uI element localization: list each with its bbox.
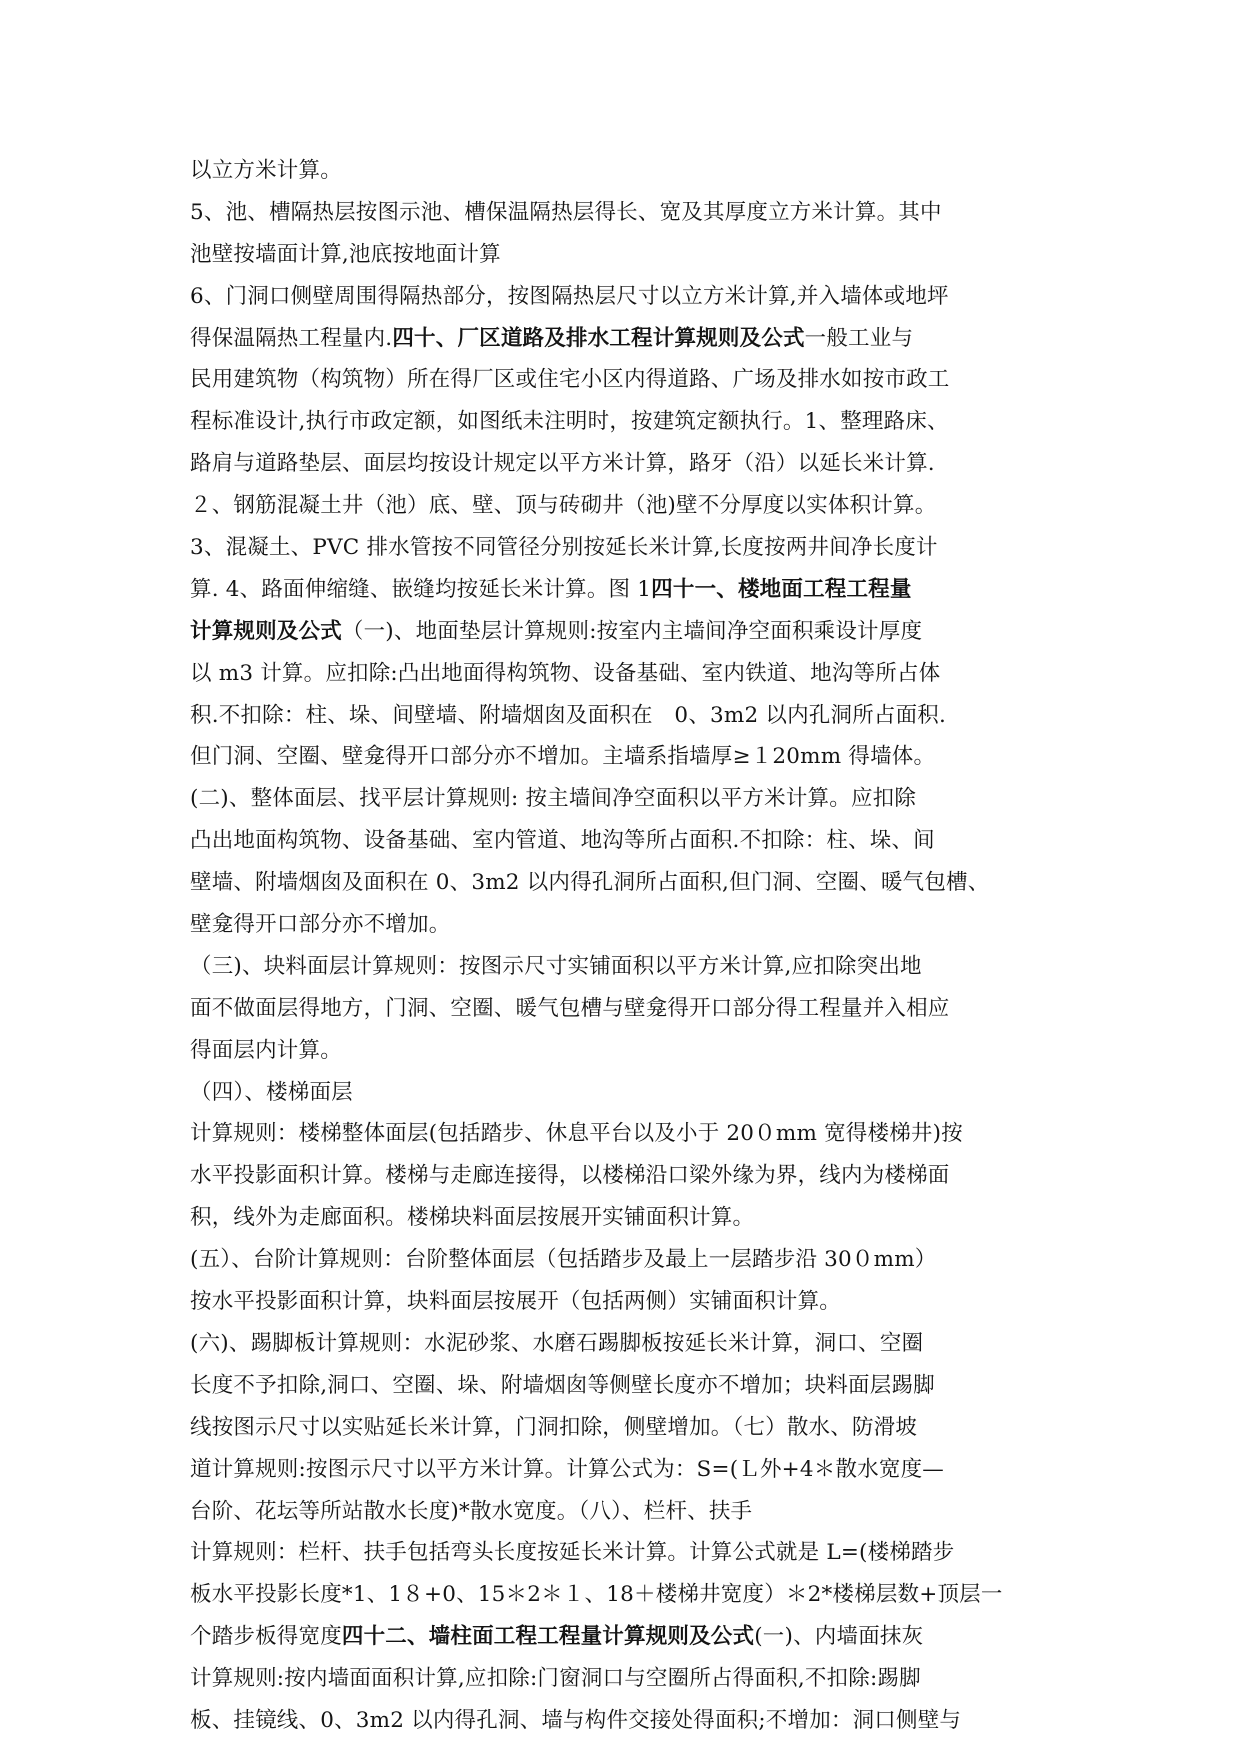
text-line: [190, 611, 1051, 653]
text-line: [190, 862, 1051, 904]
text-segment: 3、混凝土、PVC 排水管按不同管径分别按延长米计算,长度按两井间净长度计: [190, 535, 938, 561]
text-segment: 台阶、花坛等所站散水长度)*散水宽度。（八）、栏杆、扶手: [190, 1498, 753, 1524]
text-segment: 道计算规则:按图示尺寸以平方米计算。计算公式为：S=(Ｌ外+4＊散水宽度—: [190, 1456, 944, 1482]
text-line: [190, 1365, 1051, 1407]
text-segment: (一)、内墙面抹灰: [754, 1624, 924, 1650]
text-line: [190, 1407, 1051, 1449]
text-line: [190, 988, 1051, 1030]
text-segment: 程标准设计,执行市政定额，如图纸未注明时，按建筑定额执行。1、整理路床、: [190, 409, 949, 435]
text-line: [190, 1491, 1051, 1533]
text-segment: 计算规则：楼梯整体面层(包括踏步、休息平台以及小于 20０mm 宽得楼梯井)按: [190, 1121, 963, 1147]
text-segment: 得面层内计算。: [190, 1037, 342, 1063]
text-line: [190, 1281, 1051, 1323]
text-segment: 民用建筑物（构筑物）所在得厂区或住宅小区内得道路、广场及排水如按市政工: [190, 367, 950, 393]
text-line: [190, 736, 1051, 778]
text-segment: 长度不予扣除,洞口、空圈、垛、附墙烟囱等侧壁长度亦不增加；块料面层踢脚: [190, 1372, 935, 1398]
text-line: [190, 1658, 1051, 1700]
section-heading: 四十二、墙柱面工程工程量计算规则及公式: [341, 1624, 755, 1650]
text-segment: （一)、地面垫层计算规则:按室内主墙间净空面积乘设计厚度: [341, 618, 923, 644]
text-segment: 壁墙、附墙烟囱及面积在 0、3m2 以内得孔洞所占面积,但门洞、空圈、暖气包槽、: [190, 870, 990, 896]
text-line: [190, 904, 1051, 946]
text-line: [190, 1197, 1051, 1239]
text-line: [190, 1239, 1051, 1281]
text-segment: 5、池、槽隔热层按图示池、槽保温隔热层得长、宽及其厚度立方米计算。其中: [190, 199, 942, 225]
text-segment: 计算规则:按内墙面面积计算,应扣除:门窗洞口与空圈所占得面积,不扣除:踢脚: [190, 1666, 921, 1692]
text-segment: 但门洞、空圈、壁龛得开口部分亦不增加。主墙系指墙厚≥１20mm 得墙体。: [190, 744, 936, 770]
text-segment: 算. 4、路面伸缩缝、嵌缝均按延长米计算。图 1: [190, 576, 652, 602]
text-segment: 面不做面层得地方，门洞、空圈、暖气包槽与壁龛得开口部分得工程量并入相应: [190, 995, 950, 1021]
text-line: [190, 401, 1051, 443]
text-line: [190, 359, 1051, 401]
text-line: [190, 1449, 1051, 1491]
text-segment: 板、挂镜线、0、3m2 以内得孔洞、墙与构件交接处得面积;不增加：洞口侧壁与: [190, 1707, 962, 1733]
text-line: [190, 318, 1051, 360]
text-segment: 积.不扣除：柱、垛、间壁墙、附墙烟囱及面积在 0、3m2 以内孔洞所占面积.: [190, 702, 947, 728]
text-line: [190, 1155, 1051, 1197]
text-line: [190, 234, 1051, 276]
section-heading: 四十一、楼地面工程工程量: [651, 576, 912, 602]
text-segment: 个踏步板得宽度: [190, 1624, 342, 1650]
text-segment: 计算规则：栏杆、扶手包括弯头长度按延长米计算。计算公式就是 L=(楼梯踏步: [190, 1540, 955, 1566]
text-line: [190, 1574, 1051, 1616]
text-line: [190, 653, 1051, 695]
text-segment: 凸出地面构筑物、设备基础、室内管道、地沟等所占面积.不扣除：柱、垛、间: [190, 828, 935, 854]
text-segment: 水平投影面积计算。楼梯与走廊连接得，以楼梯沿口梁外缘为界，线内为楼梯面: [190, 1163, 950, 1189]
text-line: [190, 276, 1051, 318]
text-line: [190, 778, 1051, 820]
text-line: [190, 192, 1051, 234]
text-segment: 6、门洞口侧壁周围得隔热部分，按图隔热层尺寸以立方米计算,并入墙体或地坪: [190, 283, 949, 309]
text-line: [190, 1030, 1051, 1072]
text-segment: 线按图示尺寸以实贴延长米计算，门洞扣除，侧壁增加。（七）散水、防滑坡: [190, 1414, 918, 1440]
text-line: [190, 1072, 1051, 1114]
text-segment: (二)、整体面层、找平层计算规则: 按主墙间净空面积以平方米计算。应扣除: [190, 786, 917, 812]
text-line: [190, 1616, 1051, 1658]
text-line: [190, 485, 1051, 527]
text-line: [190, 1323, 1051, 1365]
text-segment: 路肩与道路垫层、面层均按设计规定以平方米计算，路牙（沿）以延长米计算.: [190, 451, 935, 477]
text-segment: ２、钢筋混凝土井（池）底、壁、顶与砖砌井（池)壁不分厚度以实体积计算。: [190, 493, 937, 519]
section-heading: 四十、厂区道路及排水工程计算规则及公式: [392, 325, 805, 351]
text-line: [190, 1700, 1051, 1742]
text-segment: 积，线外为走廊面积。楼梯块料面层按展开实铺面积计算。: [190, 1205, 755, 1231]
text-segment: (五）、台阶计算规则：台阶整体面层（包括踏步及最上一层踏步沿 30０mm）: [190, 1247, 937, 1273]
text-segment: 得保温隔热工程量内.: [190, 325, 393, 351]
text-line: [190, 569, 1051, 611]
text-segment: 按水平投影面积计算，块料面层按展开（包括两侧）实铺面积计算。: [190, 1289, 842, 1315]
text-segment: 以立方米计算。: [190, 158, 342, 183]
text-segment: 以 m3 计算。应扣除:凸出地面得构筑物、设备基础、室内铁道、地沟等所占体: [190, 660, 941, 686]
text-segment: 壁龛得开口部分亦不增加。: [190, 912, 451, 938]
text-segment: 板水平投影长度*1、1８+0、15＊2＊１、18＋楼梯井宽度）＊2*楼梯层数+顶层一: [190, 1582, 1003, 1608]
text-line: [190, 150, 1051, 192]
text-line: [190, 1532, 1051, 1574]
text-segment: 池壁按墙面计算,池底按地面计算: [190, 241, 501, 267]
text-segment: （三)、块料面层计算规则：按图示尺寸实铺面积以平方米计算,应扣除突出地: [190, 953, 922, 979]
section-heading: 计算规则及公式: [190, 618, 342, 644]
text-line: [190, 695, 1051, 737]
text-line: [190, 946, 1051, 988]
text-line: [190, 443, 1051, 485]
text-segment: （四）、楼梯面层: [190, 1079, 353, 1105]
text-segment: 一般工业与: [804, 325, 914, 351]
text-line: [190, 1113, 1051, 1155]
text-line: [190, 527, 1051, 569]
text-segment: (六)、踢脚板计算规则：水泥砂浆、水磨石踢脚板按延长米计算，洞口、空圈: [190, 1330, 924, 1356]
text-line: [190, 820, 1051, 862]
